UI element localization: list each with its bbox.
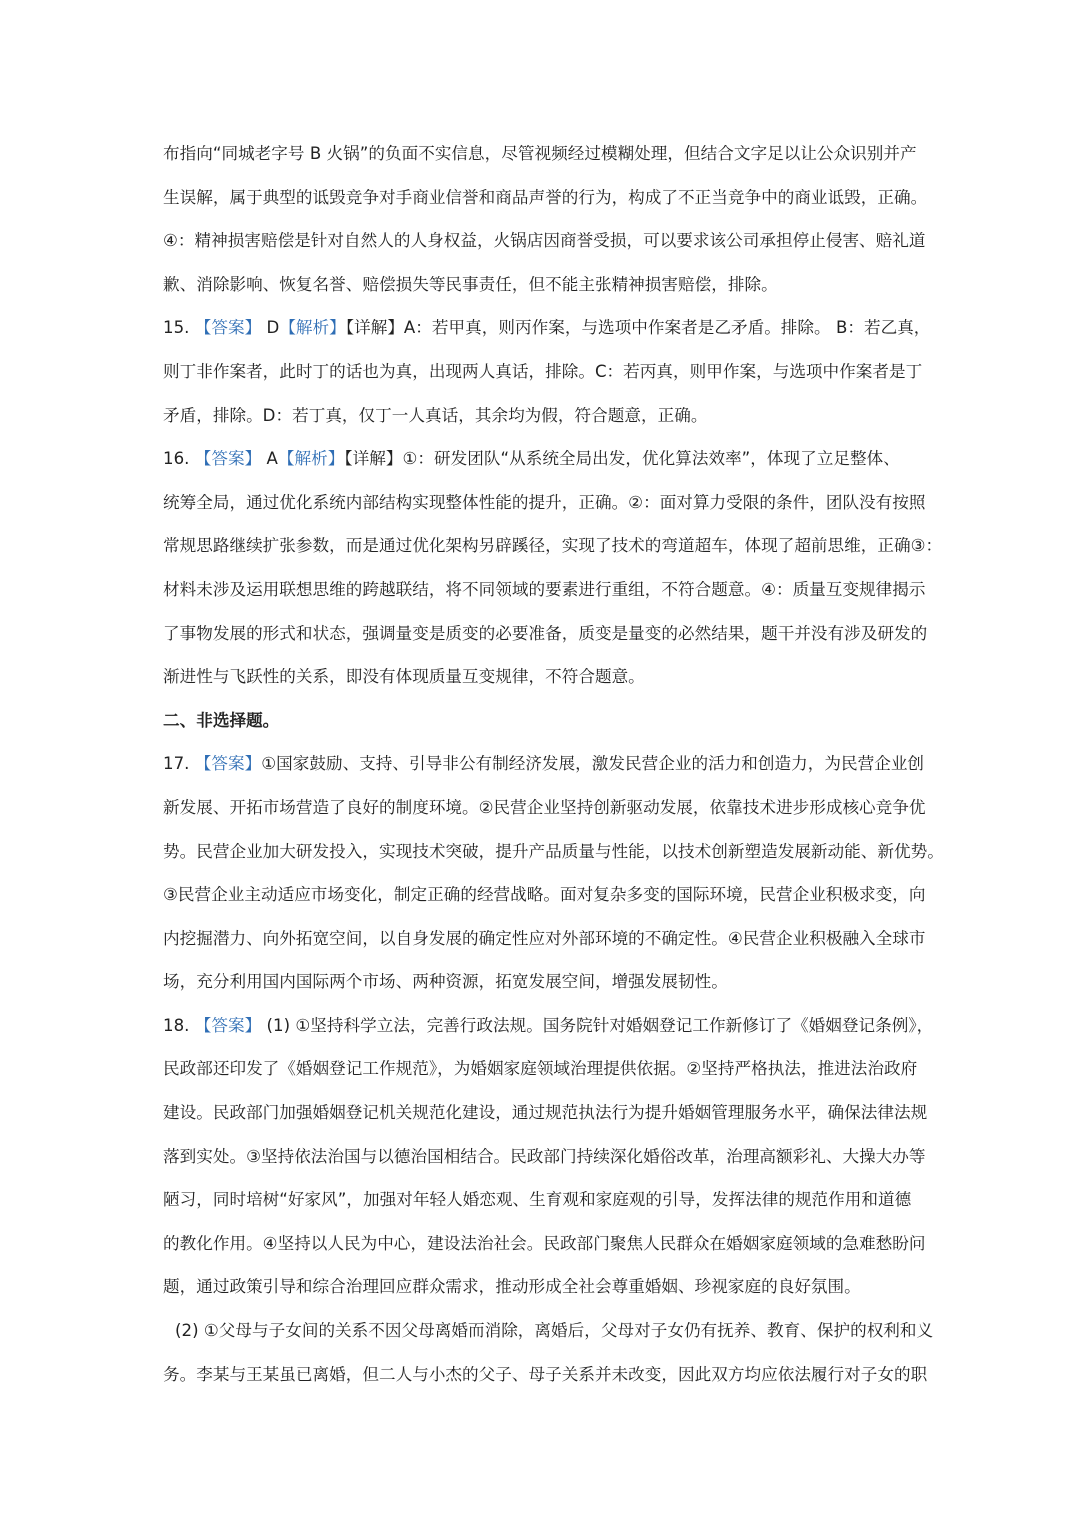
answer-value: A	[261, 449, 278, 469]
q17-line-3: 势。民营企业加大研发投入，实现技术突破，提升产品质量与性能，以技术创新塑造发展新动能、新优势。	[163, 841, 944, 861]
q17-text: ①国家鼓励、支持、引导非公有制经济发展，激发民营企业的活力和创造力，为民营企业创	[261, 754, 925, 774]
q15-line-1	[163, 306, 931, 350]
q17-line-2: 新发展、开拓市场营造了良好的制度环境。②民营企业坚持创新驱动发展，依靠技术进步形成核心竞争优	[163, 797, 926, 817]
question-number: 15.	[163, 318, 195, 338]
q17-line-1	[163, 742, 923, 786]
section-title: 二、非选择题。	[163, 710, 280, 730]
q15-text: 【详解】A：若甲真，则丙作案，与选项中作案者是乙矛盾。排除。 B：若乙真，	[345, 318, 931, 338]
q18-text: (1) ①坚持科学立法，完善行政法规。国务院针对婚姻登记工作新修订了《婚姻登记条例》，	[261, 1015, 934, 1035]
q16-line-6: 渐进性与飞跃性的关系，即没有体现质量互变规律，不符合题意。	[163, 667, 645, 687]
q17-line-6: 场，充分利用国内国际两个市场、两种资源，拓宽发展空间，增强发展韧性。	[163, 972, 728, 992]
q18-line-4: 落到实处。③坚持依法治国与以德治国相结合。民政部门持续深化婚俗改革，治理高额彩礼、大操大办等	[163, 1146, 926, 1166]
q18-line-6: 的教化作用。④坚持以人民为中心，建设法治社会。民政部门聚焦人民群众在婚姻家庭领域的急难愁盼问	[163, 1233, 926, 1253]
analysis-tag: 【解析】	[277, 449, 345, 469]
q18-part2-line-1: (2) ①父母与子女间的关系不因父母离婚而消除，离婚后，父母对子女仍有抚养、教育、保护的权利和义	[175, 1321, 934, 1341]
q18-line-5: 陋习，同时培树“好家风”，加强对年轻人婚恋观、生育观和家庭观的引导，发挥法律的规范作用和道德	[163, 1190, 912, 1210]
q15-line-3: 矛盾，排除。D：若丁真，仅丁一人真话，其余均为假，符合题意，正确。	[163, 405, 708, 425]
q16-line-4: 材料未涉及运用联想思维的跨越联结，将不同领域的要素进行重组，不符合题意。④：质量互变规律揭示	[163, 579, 926, 599]
answer-value: D	[261, 318, 280, 338]
q18-line-3: 建设。民政部门加强婚姻登记机关规范化建设，通过规范执法行为提升婚姻管理服务水平，确保法律法规	[163, 1103, 928, 1123]
q16-line-5: 了事物发展的形式和状态，强调量变是质变的必要准备，质变是量变的必然结果，题干并没有涉及研发的	[163, 623, 928, 643]
analysis-tag: 【解析】	[279, 318, 346, 338]
q17-line-5: 内挖掘潜力、向外拓宽空间，以自身发展的确定性应对外部环境的不确定性。④民营企业积极融入全球市	[163, 928, 926, 948]
q14-line-4: 歉、消除影响、恢复名誉、赔偿损失等民事责任，但不能主张精神损害赔偿，排除。	[163, 274, 778, 294]
q18-part2-line-2: 务。李某与王某虽已离婚，但二人与小杰的父子、母子关系并未改变，因此双方均应依法履行对子女的职	[163, 1364, 928, 1384]
q17-line-4: ③民营企业主动适应市场变化，制定正确的经营战略。面对复杂多变的国际环境，民营企业积极求变，向	[163, 885, 926, 905]
q16-line-3: 常规思路继续扩张参数，而是通过优化架构另辟蹊径，实现了技术的弯道超车，体现了超前思维，正确③：	[163, 536, 943, 556]
q14-line-1: 布指向“同城老字号 B 火锅”的负面不实信息，尽管视频经过模糊处理，但结合文字足以让公众识别并产	[163, 144, 917, 163]
q18-line-7: 题，通过政策引导和综合治理回应群众需求，推动形成全社会尊重婚姻、珍视家庭的良好氛围。	[163, 1277, 861, 1297]
answer-tag: 【答案】	[194, 318, 262, 338]
q18-line-1	[163, 1004, 934, 1048]
q16-text: 【详解】①：研发团队“从系统全局出发，优化算法效率”，体现了立足整体、	[344, 449, 900, 469]
q16-line-2: 统筹全局，通过优化系统内部结构实现整体性能的提升，正确。②：面对算力受限的条件，团队没有按照	[163, 492, 926, 512]
q15-line-2: 则丁非作案者，此时丁的话也为真，出现两人真话，排除。C：若丙真，则甲作案，与选项中作案者是丁	[163, 361, 923, 381]
question-number: 16.	[163, 449, 195, 469]
q18-line-2: 民政部还印发了《婚姻登记工作规范》，为婚姻家庭领域治理提供依据。②坚持严格执法，推进法治政府	[163, 1059, 918, 1079]
q14-line-2: 生误解，属于典型的诋毁竞争对手商业信誉和商品声誉的行为，构成了不正当竞争中的商业诋毁，正确。	[163, 187, 928, 207]
answer-content	[163, 132, 944, 1396]
answer-tag: 【答案】	[194, 1015, 262, 1035]
q14-line-3: ④：精神损害赔偿是针对自然人的人身权益，火锅店因商誉受损，可以要求该公司承担停止侵害、赔礼道	[163, 231, 926, 251]
question-number: 17.	[163, 754, 195, 774]
answer-tag: 【答案】	[194, 754, 262, 774]
question-number: 18.	[163, 1015, 195, 1035]
q16-line-1	[163, 437, 923, 481]
answer-tag: 【答案】	[194, 449, 262, 469]
